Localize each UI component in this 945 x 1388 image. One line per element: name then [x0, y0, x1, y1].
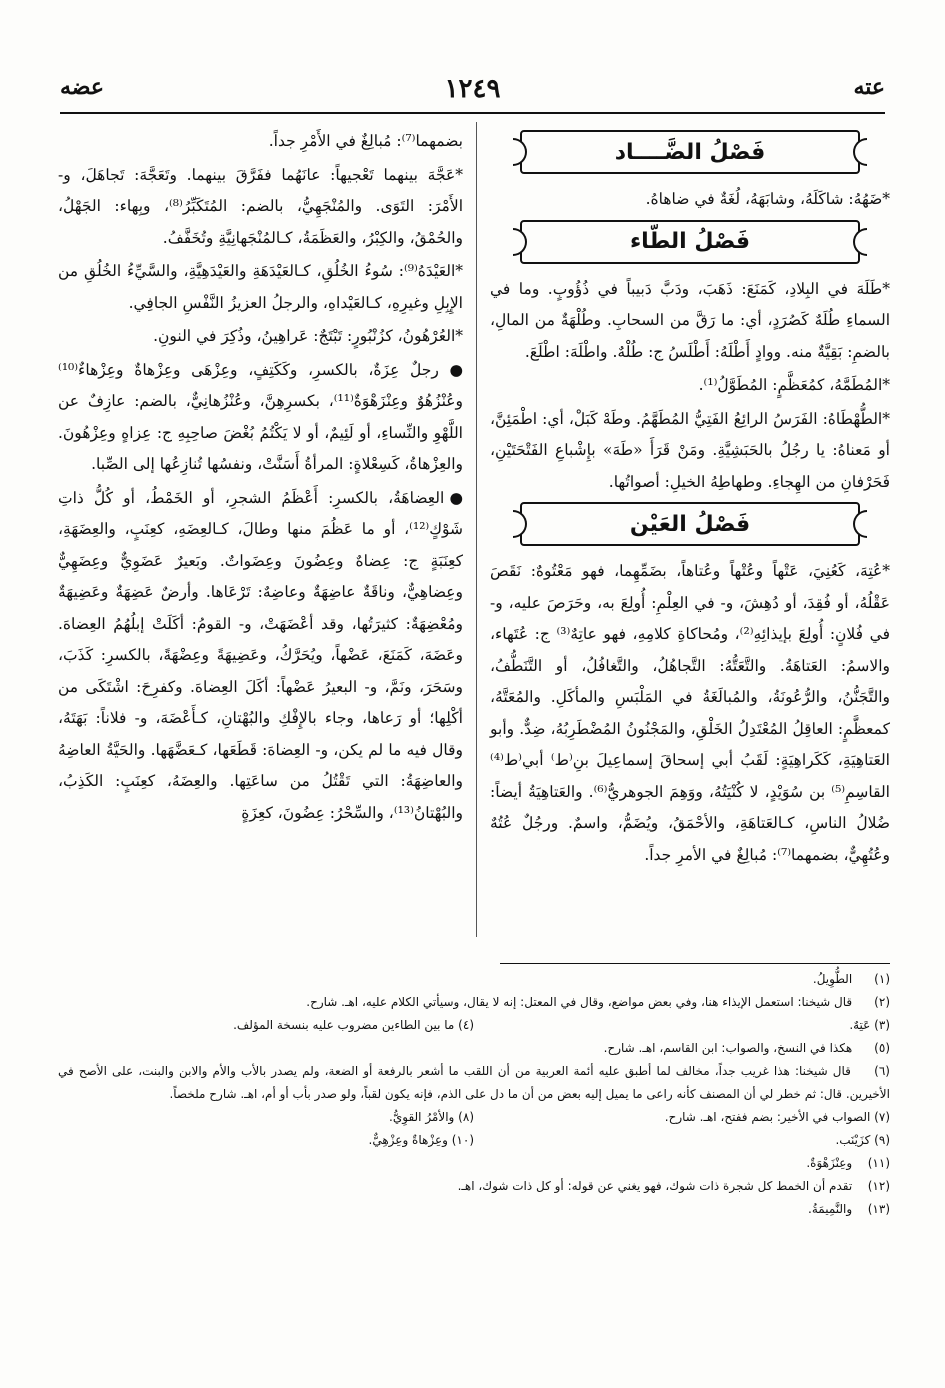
header-rule	[60, 112, 885, 114]
footnote-text: هكذا في النسخ، والصواب: ابن القاسم، اهـ. شارح.	[603, 1041, 853, 1055]
footnote	[58, 1106, 474, 1129]
column-divider	[476, 122, 477, 937]
entry-paragraph: بضمهما⁽⁷⁾: مُبالِغٌ في الأَمْرِ جداً.	[268, 132, 463, 150]
header-right-keyword: عته	[853, 74, 885, 100]
entry-paragraph: *العُرْهُونُ، كزُنْبُورٍ: تَبْتَجٌ: عَراهِينُ، وذُكِرَ في النونِ.	[153, 327, 463, 345]
footnote-number: (٧)	[874, 1110, 890, 1124]
section-banner-ta	[520, 220, 860, 264]
footnote	[58, 1014, 474, 1037]
entry-paragraph: ●العِضاهَةُ، بالكسرِ: أَعْظَمُ الشجرِ، أو الخَمْطُ، أو كُلُّ ذاتِ شَوْكٍ⁽¹²⁾، أو ما عَظُمَ منها وطالَ، كـالعِضَهِ، كعِنَبٍ، والعِضَهَةِ، كعِنَبَةٍ ج: عِضاهٌ وعِضُونَ وعِضَواتٌ. وبَعيرٌ عَضَوِيٌّ وعِضَهِيٌّ وعِضاهِيٌّ، وناقَةٌ عاضِهَةٌ وعاضِهٌ: تَرْعَاها. وأرضٌ عَضِهَةٌ وعَضِيهَةٌ ومُعْضِهَةٌ: كثيرَتُها، وقد أعْضَهَتْ، و- القومُ: أكَلَتْ إبلُهُمُ العِضاهَ. وعَضَهَ، كَمَنَعَ، عَضْهاً، ويُحَرَّكُ، وعَضِيهَةً وعِضْهَةً، بالكسرِ: كَذَبَ، وسَحَرَ، ونَمَّ، و- البعيرُ عَضْهاً: أكَلَ العِضاهَ. وكفرِحَ: اشْتَكَى من أكْلِها؛ أو رَعاها، وجاء بالإِفْكِ والبُهْتانِ، كـأَعْضَهَ، و- فلاناً: بَهَتَهُ، وقال فيه ما لم يكن، و- العِضاهَ: قَطَعَها، كـعَضَّهَها. والحَيَّةُ العاضِهُ والعاضِهَةُ: التي تَقْتُلُ من ساعَتِها. والعِضَهُ، كعِنَبٍ: الكَذِبُ، والبُهْتانُ⁽¹³⁾، والسِّحْرُ: عِضُونَ، كعِزَةٍ	[58, 488, 463, 822]
footnote	[58, 968, 890, 991]
footnote	[474, 1014, 890, 1037]
footnotes	[58, 968, 890, 1221]
footnote-number: (١٣)	[867, 1202, 890, 1216]
footnote-text: كزَيْنَب.	[835, 1133, 871, 1147]
entry-paragraph: *عُتِهَ، كَعُنِيَ، عَتْهاً وعُتْهاً وعُتاهاً، بضَمِّهِما، فهو مَعْتُوهٌ: نَقَصَ عَقْلُهُ، أو فُقِدَ، أو دُهِشَ، و- في العِلْمِ: أُولِعَ به، وحَرَصَ عليه، و- في فُلانٍ: أُولِعَ بإيذائِهِ⁽²⁾، ومُحاكاةِ كلامِهِ، فهو عاتِهٌ⁽³⁾ ج: عُتَهاء، والاسمُ: العَتاهَةُ. والتَّعَتُّهُ: التَّجاهُلُ، والتَّغافُلُ، أو التَّنَطُّفُ، والتَّجَنُّنُ، والرُّعُونَةُ، والمُبالَغَةُ في المَلْبَسِ والمأكَلِ. والمُعَتَّهُ، كمعظَّمٍ: العاقِلُ المُعْتَدِلُ الخَلْقِ، والمَجْنُونُ المُضْطَرِبُهُ، ضِدٌّ. وأبو العَتاهِيَةِ، كَكَراهِيَةٍ: لَقَبُ أبي إسحاقَ إسماعِيلَ بنِ⁽ط⁾ أبي⁽ط⁽⁴⁾ القاسِمِ⁽⁵⁾ بن سُوَيْدٍ، لا كُنْيَتُهُ، ووَهِمَ الجوهريُّ⁽⁶⁾. والعَتاهِيَةُ أيضاً: ضُلالُ الناسِ، كـالعَتاهَةِ، والأحْمَقُ، ويُضَمُّ، واسمٌ. ورجُلٌ عُتُهٌ وعُتُهِيٌّ، بضمهما⁽⁷⁾: مُبالِغٌ في الأمرِ جداً.	[490, 562, 890, 864]
entry-paragraph: *الطُّهْطَاهُ: الفَرَسُ الرائِعُ الفَتِيُّ المُطَهَّمُ. وطَهْ كَبَلْ، أي: اطْمَئِنَّ، أو مَعناهُ: يا رجُلُ بالحَبَشِيَّةِ. ومَنْ قَرَأَ «طَهَ» بإِشْباعِ الفَتْحَتَيْنِ، فَحَرْفانِ من الهِجاءِ. وطهاطِهُ الخيلِ: أصواتُها.	[490, 409, 890, 491]
entry-paragraph: ● رجلٌ عِزَةٌ، بالكسرِ، وكَكَتِفٍ، وعِزْهَى وعِزْهاةٌ وعِزْهاءٌ⁽¹⁰⁾ وعُنْزُهُوٌ وعِنْزَهْوَةٌ⁽¹¹⁾، بكسرِهِنَّ، وعُنْزُهانِيٌّ، بالضم: عازِفٌ عن اللَّهْوِ والنِّساءِ، أو لَئِيمٌ، أو لا يَكْتُمُ بُغْضَ صاحِبِهِ ج: عِزاهٍ وعِزْهُونَ. والعِزْهاةُ، كَسِعْلاةٍ: المرأةُ أَسَنَّتْ، ونفسُها تُنازِعُها إلى الصِّبا.	[58, 360, 463, 473]
footnote	[58, 1037, 890, 1060]
footnote-text: والنَّمِيمَةُ.	[808, 1202, 853, 1216]
footnote-text: تقدم أن الخمط كل شجرة ذات شوك، فهو يغني عن قوله: أو كل ذات شوك، اهـ.	[457, 1179, 853, 1193]
section-banner-dad	[520, 130, 860, 174]
entry-paragraph: *المُطَمَّهُ، كمُعَظَّمٍ: المُطَوَّلُ⁽¹⁾.	[698, 376, 890, 394]
footnote-number: (١٠)	[451, 1133, 474, 1147]
footnote-number: (٦)	[874, 1064, 890, 1078]
entry-paragraph: *العَيْدَهُ⁽⁹⁾: سُوءُ الخُلُقِ، كـالعَيْدَهَةِ والعَيْدَهِيَّةِ، والسَّيِّءُ الخُلُقِ من الإِبِلِ وغيرِهِ، كـالعَيْداهِ، والرجلُ العزيزُ النَّفْسِ الجافِي.	[58, 262, 463, 312]
footnote-number: (٤)	[458, 1018, 474, 1032]
footnote	[58, 991, 890, 1014]
footnote	[58, 1198, 890, 1221]
footnote-number: (١١)	[867, 1156, 890, 1170]
footnote-number: (٩)	[874, 1133, 890, 1147]
footnote-text: وعِنْزَهْوَةٌ.	[806, 1156, 853, 1170]
footnote-rule	[500, 963, 890, 964]
footnote-text: والأمْرُ القوِيُّ.	[389, 1110, 455, 1124]
entry-paragraph: *عَجَّهَ بينهما تَعْجيهاً: عانَهُما ففَرَّقَ بينهما. وتَعَجَّهَ: تَجاهَلَ، و- الأَمْرَ: التَوَى. والمُنْجَهِيُّ، بالضم: المُتَكَبِّرُ⁽⁸⁾، وبِهاء: الجَهْلُ، والحُمْقُ، والكِبْرُ، والعَظَمَةُ، كـالمُنْجَهانِيَّةِ وتُخَفَّفُ.	[58, 165, 463, 247]
footnote-number: (٢)	[874, 995, 890, 1009]
entry-paragraph: *طَلَهَ في البِلادِ، كَمَنَعَ: ذَهَبَ، ودَبَّ دَبيباً في ذُؤُوبٍ. وما في السماءِ طُلَهٌ كَصُرَدٍ، أي: ما رَقَّ من السحابِ. وطُلْهَةٌ من المالِ، بالضمِ: بَقِيَّةٌ منه. ووادٍ أَطْلَهُ: أَطْلَسُ ج: طُلْهٌ. واطْلَهَ: اطْلَعَ.	[490, 279, 890, 361]
footnote-text: قال شيخنا: استعمل الإيذاء هنا، وفي بعض مواضع، وقال في المعتل: إنه لا يقال، وسيأتي الكلام عليه، اهـ. شارح.	[306, 995, 853, 1009]
footnote-pair	[58, 1106, 890, 1129]
left-column	[58, 126, 463, 831]
section-title: فَصْلُ الضَّــــاد	[614, 139, 766, 165]
footnote-text: الطُّوِيلُ.	[812, 972, 853, 986]
footnote-number: (٣)	[874, 1018, 890, 1032]
footnote	[58, 1152, 890, 1175]
footnote	[58, 1060, 890, 1106]
footnote-number: (١)	[874, 972, 890, 986]
footnote-text: الصواب في الأخير: بضم ففتح، اهـ. شارح.	[664, 1110, 871, 1124]
footnote	[474, 1129, 890, 1152]
footnote-number: (٨)	[458, 1110, 474, 1124]
footnote	[58, 1175, 890, 1198]
right-column	[490, 126, 890, 873]
header-left-keyword: عضه	[60, 74, 104, 100]
footnote-number: (١٢)	[867, 1179, 890, 1193]
footnote-text: عَتِهٌ.	[849, 1018, 871, 1032]
page-header	[60, 74, 885, 108]
footnote	[58, 1129, 474, 1152]
section-title: فَصْلُ الطّاء	[629, 229, 751, 254]
footnote-text: وعِزْهاةٌ وعِزْهِيٌّ.	[368, 1133, 448, 1147]
section-banner-ayn	[520, 502, 860, 546]
entry-paragraph: *ضَهُهُ: شاكَلَهُ، وشابَهَهُ، لُغَةٌ في ضاهاهُ.	[645, 190, 890, 208]
page-number: ١٢٤٩	[444, 74, 501, 104]
section-title: فَصْلُ العَيْن	[629, 511, 751, 537]
footnote	[474, 1106, 890, 1129]
footnote-number: (٥)	[874, 1041, 890, 1055]
footnote-pair	[58, 1014, 890, 1037]
footnote-pair	[58, 1129, 890, 1152]
footnote-text: قال شيخنا: هذا غريب جداً، مخالف لما أطبق عليه أئمة العربية من أن اللقب ما أشعر بالرفعة أو الضعة، ولم يصدر بالأب والأم والابن والبنت، على الأصح في الأخيرين. قال: ثم خطر لي أن المصنف كأنه راعى ما يميل إليه بعض من أن ما دل على الذم، فإنه يكون لقباً، ولو صدر بأب أو أم، اهـ. شارح ملخصاً.	[58, 1064, 890, 1101]
footnote-text: ما بين الطاءين مضروب عليه بنسخة المؤلف.	[233, 1018, 455, 1032]
